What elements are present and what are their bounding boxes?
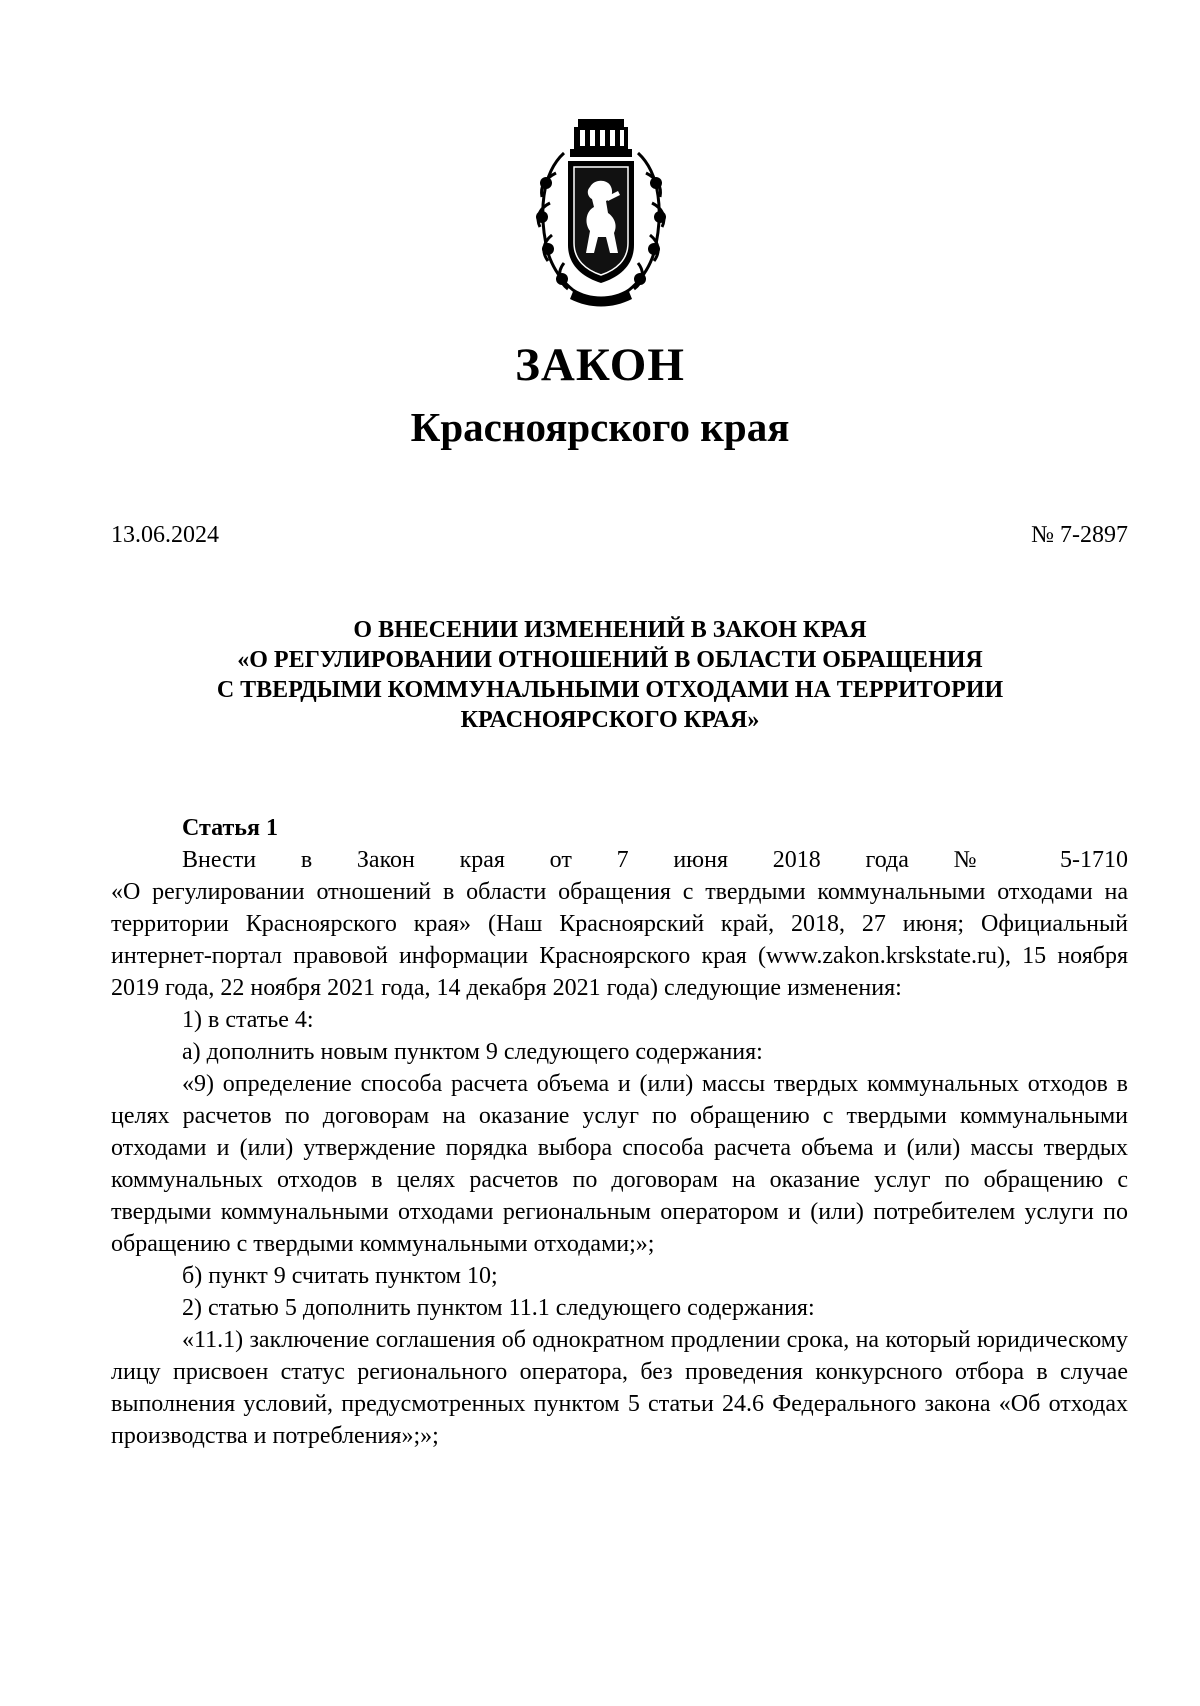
document-title: ЗАКОН <box>515 339 685 391</box>
law-heading-line: «О РЕГУЛИРОВАНИИ ОТНОШЕНИЙ В ОБЛАСТИ ОБРАЩЕНИЯ <box>237 647 983 673</box>
amendment-item: 2) статью 5 дополнить пунктом 11.1 следующего содержания: <box>182 1295 815 1321</box>
document-number: № 7-2897 <box>1031 522 1128 548</box>
document-subtitle: Красноярского края <box>410 404 790 450</box>
article-intro-first-line: Внести в Закон края от 7 июня 2018 года № 5-1710 <box>182 847 1128 873</box>
amendment-item: 1) в статье 4: <box>182 1007 314 1033</box>
amendment-item: а) дополнить новым пунктом 9 следующего содержания: <box>182 1039 763 1065</box>
amendment-text: «11.1) заключение соглашения об однократном продлении срока, на который юридическому лицу присвоен статус регионального оператора, без проведения конкурсного отбора в случае выполнения условий, предусмотренных пунктом 5 статьи 24.6 Федерального закона «Об отходах производства и потребления»;»; <box>111 1327 1128 1449</box>
document-date: 13.06.2024 <box>111 522 219 548</box>
article-intro-paragraph: «О регулировании отношений в области обращения с твердыми коммунальными отходами на территории Красноярского края» (Наш Красноярский край, 2018, 27 июня; Официальный интернет-портал правовой информации Красноярского края (www.zakon.krskstate.ru), 15 ноября 2019 года, 22 ноября 2021 года, 14 декабря 2021 года) следующие изменения: <box>111 879 1128 1001</box>
law-heading-line: О ВНЕСЕНИИ ИЗМЕНЕНИЙ В ЗАКОН КРАЯ <box>353 617 867 643</box>
law-heading-line: КРАСНОЯРСКОГО КРАЯ» <box>460 707 760 733</box>
law-heading <box>90 615 1130 735</box>
law-heading-line: С ТВЕРДЫМИ КОММУНАЛЬНЫМИ ОТХОДАМИ НА ТЕРРИТОРИИ <box>216 677 1004 703</box>
coat-of-arms-emblem <box>534 113 668 309</box>
article-body <box>111 812 1128 1452</box>
amendment-text: «9) определение способа расчета объема и (или) массы твердых коммунальных отходов в целях расчетов по договорам на оказание услуг по обращению с твердыми коммунальными отходами и (или) утверждение порядка выбора способа расчета объема и (или) массы твердых коммунальных отходов в целях расчетов по договорам на оказание услуг по обращению с твердыми коммунальными отходами региональным оператором и (или) потребителем услуги по обращению с твердыми коммунальными отходами;»; <box>111 1071 1128 1257</box>
article-title: Статья 1 <box>182 815 278 841</box>
amendment-item: б) пункт 9 считать пунктом 10; <box>182 1263 498 1289</box>
